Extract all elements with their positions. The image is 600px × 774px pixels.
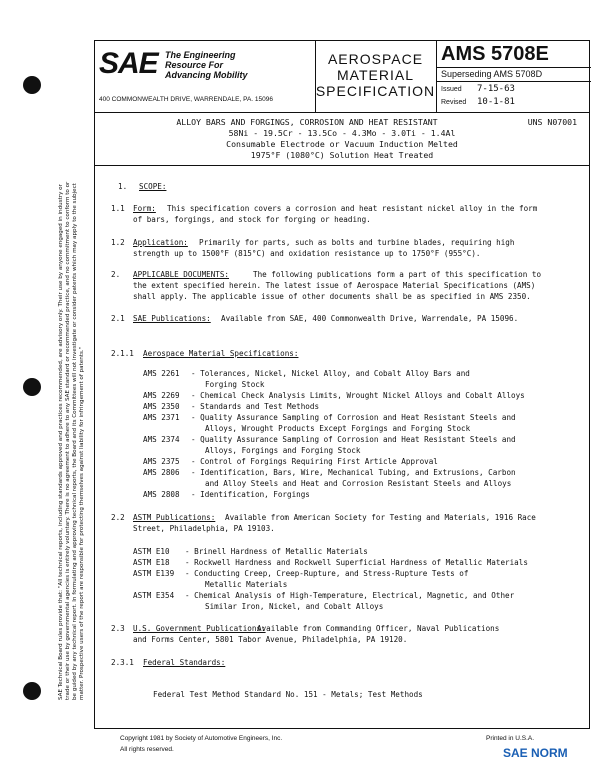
title-line-1: ALLOY BARS AND FORGINGS, CORROSION AND HEAT RESISTANT (176, 117, 438, 127)
section-heading: SAE Publications: (133, 314, 211, 323)
section-heading: Aerospace Material Specifications: (143, 349, 299, 358)
sae-logo: SAE (99, 47, 158, 80)
side-note-line: matter. Prospective users of the report are responsible for protecting themselves against liability for infringement of patents." (79, 346, 85, 700)
doc-type-line: MATERIAL (337, 67, 414, 83)
section-number: 2.3 (111, 624, 125, 633)
section-number: 2.3.1 (111, 658, 134, 667)
spec-code: AMS 2371 (143, 413, 180, 422)
spec-desc: - Control of Forgings Requiring First Article Approval (191, 457, 438, 466)
paragraph-line: This specification covers a corrosion and heat resistant nickel alloy in the form (167, 204, 538, 213)
section-number: 1. (118, 182, 128, 191)
tagline (165, 50, 248, 80)
watermark-logo: SAE NORM (503, 746, 568, 760)
copyright: Copyright 1981 by Society of Automotive Engineers, Inc. (120, 735, 283, 742)
spec-code: AMS 2269 (143, 391, 180, 400)
side-note-line: trade or their use by governmental agencies is entirely voluntary. There is no agreement to adhere to any SAE standard or recommended practice, and no commitment to conform to or (65, 181, 71, 700)
spec-desc: - Quality Assurance Sampling of Corrosion and Heat Resistant Steels and (191, 435, 516, 444)
spec-desc: Similar Iron, Nickel, and Cobalt Alloys (205, 602, 384, 611)
section-heading: U.S. Government Publications: (133, 624, 266, 633)
paragraph-line: strength up to 1500°F (815°C) and oxidation resistance up to 1750°F (955°C). (133, 249, 481, 258)
spec-desc: - Tolerances, Nickel, Nickel Alloy, and Cobalt Alloy Bars and (191, 369, 470, 378)
spec-code: ASTM E10 (133, 547, 170, 556)
tagline-line: Resource For (165, 60, 224, 70)
document-header (95, 41, 589, 113)
side-note-line: SAE Technical Board rules provide that: "All technical reports, including standards approved and practices recommended, are advisory only. Their use by anyone engaged in industry or (58, 184, 64, 700)
section-number: 1.2 (111, 238, 125, 247)
printed-in: Printed in U.S.A. (486, 735, 535, 742)
revised-label: Revised (441, 99, 467, 106)
legal-side-note (58, 80, 88, 700)
spec-code: AMS 2806 (143, 468, 180, 477)
section-number: 1.1 (111, 204, 125, 213)
paragraph-line: Available from American Society for Testing and Materials, 1916 Race (225, 513, 536, 522)
revised-date: 10-1-81 (477, 97, 515, 107)
paragraph-line: Street, Philadelphia, PA 19103. (133, 524, 275, 533)
spec-code: AMS 2350 (143, 402, 180, 411)
spec-desc: - Rockwell Hardness and Rockwell Superficial Hardness of Metallic Materials (185, 558, 528, 567)
spec-desc: Alloys, Wrought Products Except Forgings and Forging Stock (205, 424, 471, 433)
spec-code: AMS 2261 (143, 369, 180, 378)
paragraph-line: Primarily for parts, such as bolts and turbine blades, requiring high (199, 238, 515, 247)
issued-label: Issued (441, 86, 462, 93)
section-heading: APPLICABLE DOCUMENTS: (133, 270, 230, 279)
section-number: 2. (111, 270, 121, 279)
paragraph-line: Available from Commanding Officer, Naval Publications (257, 624, 500, 633)
section-heading: ASTM Publications: (133, 513, 216, 522)
punch-hole-bottom (23, 682, 41, 700)
spec-desc: and Alloy Steels and Heat and Corrosion Resistant Steels and Alloys (205, 479, 512, 488)
spec-desc: - Standards and Test Methods (191, 402, 320, 411)
document-frame (94, 40, 590, 729)
spec-desc: - Quality Assurance Sampling of Corrosion and Heat Resistant Steels and (191, 413, 516, 422)
punch-hole-top (23, 76, 41, 94)
spec-desc: - Conducting Creep, Creep-Rupture, and Stress-Rupture Tests of (185, 569, 469, 578)
title-block (95, 117, 589, 161)
paragraph-line: Available from SAE, 400 Commonwealth Drive, Warrendale, PA 15096. (221, 314, 519, 323)
spec-desc: Alloys, Forgings and Forging Stock (205, 446, 361, 455)
doc-type-line: AEROSPACE (327, 51, 424, 67)
paragraph-line: of bars, forgings, and stock for forging or heading. (133, 215, 371, 224)
spec-code: AMS 2375 (143, 457, 180, 466)
spec-desc: Metallic Materials (205, 580, 288, 589)
spec-code: AMS 2808 (143, 490, 180, 499)
doc-type-line: SPECIFICATION (315, 83, 436, 99)
spec-code: ASTM E18 (133, 558, 170, 567)
spec-number: AMS 5708E (441, 43, 549, 65)
tagline-line: Advancing Mobility (165, 70, 248, 80)
paragraph-line: and Forms Center, 5801 Tabor Avenue, Philadelphia, PA 19120. (133, 635, 408, 644)
section-number: 2.1.1 (111, 349, 134, 358)
paragraph-line: the extent specified herein. The latest issue of Aerospace Material Specifications (AMS) (133, 281, 536, 290)
section-heading: Application: (133, 238, 188, 247)
side-note-line: be guided by any technical report. In formulating and approving technical reports, the Board and its Committees will not investigate or consider patents which may apply to the subject (72, 183, 78, 700)
issued-date: 7-15-63 (477, 84, 515, 94)
section-heading: Form: (133, 204, 156, 213)
spec-desc: - Identification, Bars, Wire, Mechanical Tubing, and Extrusions, Carbon (191, 468, 516, 477)
spec-desc: - Brinell Hardness of Metallic Materials (185, 547, 368, 556)
section-number: 2.1 (111, 314, 125, 323)
spec-desc: Forging Stock (205, 380, 265, 389)
spec-desc: - Chemical Check Analysis Limits, Wrought Nickel Alloys and Cobalt Alloys (191, 391, 525, 400)
spec-desc: - Chemical Analysis of High-Temperature, Electrical, Magnetic, and Other (185, 591, 515, 600)
paragraph-line: shall apply. The applicable issue of other documents shall be as specified in AMS 2350. (133, 292, 531, 301)
logo-cell (95, 41, 316, 112)
spec-id-cell (437, 41, 591, 112)
section-heading: SCOPE: (139, 182, 167, 191)
spec-code: ASTM E139 (133, 569, 175, 578)
punch-hole-middle (23, 378, 41, 396)
spec-code: AMS 2374 (143, 435, 180, 444)
uns-number: UNS N07001 (527, 117, 577, 127)
superseding: Superseding AMS 5708D (441, 69, 543, 79)
section-heading: Federal Standards: (143, 658, 226, 667)
doc-type (315, 41, 437, 112)
spec-code: ASTM E354 (133, 591, 175, 600)
spec-desc: - Identification, Forgings (191, 490, 310, 499)
paragraph-line: The following publications form a part of this specification to (253, 270, 542, 279)
title-line-4: 1975°F (1080°C) Solution Heat Treated (250, 150, 434, 160)
sae-address: 400 COMMONWEALTH DRIVE, WARRENDALE, PA. 15096 (99, 96, 273, 103)
title-line-3: Consumable Electrode or Vacuum Induction Melted (226, 139, 458, 149)
rights-reserved: All rights reserved. (120, 746, 174, 753)
tagline-line: The Engineering (165, 50, 236, 60)
federal-standard: Federal Test Method Standard No. 151 - Metals; Test Methods (153, 690, 423, 699)
title-line-2: 58Ni - 19.5Cr - 13.5Co - 4.3Mo - 3.0Ti - 1.4Al (228, 128, 456, 138)
section-number: 2.2 (111, 513, 125, 522)
